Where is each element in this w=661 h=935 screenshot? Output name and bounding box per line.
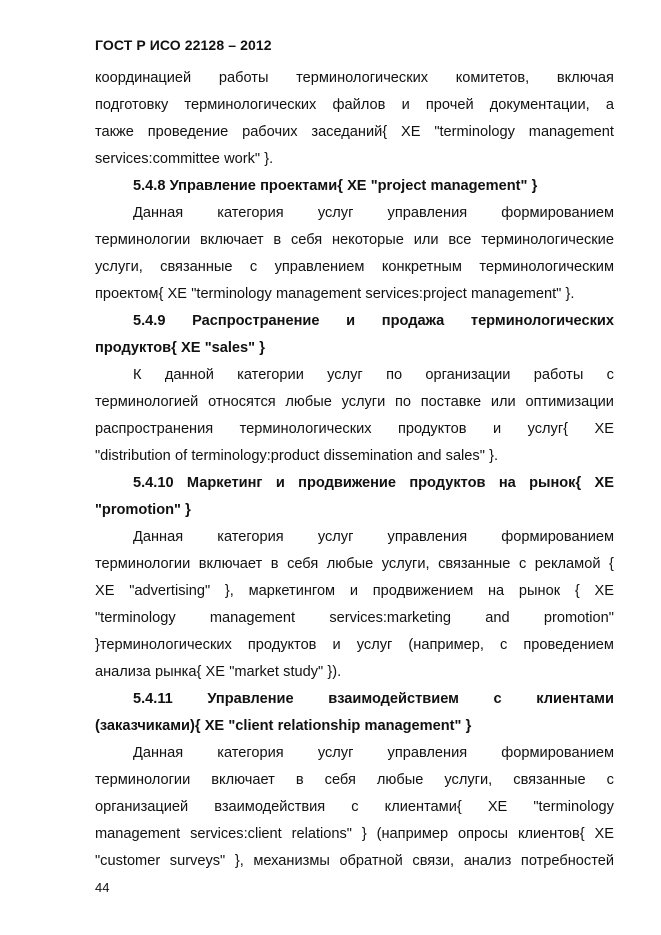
- paragraph-line: проектом{ XE "terminology management services:project management" }.: [95, 286, 575, 302]
- paragraph-line: Данная категория услуг управления формированием: [133, 745, 614, 761]
- section-heading-line: (заказчиками){ XE "client relationship management" }: [95, 718, 472, 734]
- section-heading-line: 5.4.10 Маркетинг и продвижение продуктов на рынок{ XE: [133, 475, 614, 491]
- paragraph-line: терминологией относятся любые услуги по поставке или оптимизации: [95, 394, 614, 410]
- paragraph-line: терминологии включает в себя некоторые или все терминологические: [95, 232, 614, 248]
- paragraph-line: терминологии включает в себя любые услуги, связанные с: [95, 772, 614, 788]
- paragraph-line: "terminology management services:marketing and promotion": [95, 610, 614, 626]
- document-body: [95, 65, 614, 875]
- paragraph-line: management services:client relations" } (например опросы клиентов{ XE: [95, 826, 614, 842]
- paragraph-line: Данная категория услуг управления формированием: [133, 529, 614, 545]
- page-number: 44: [95, 880, 110, 895]
- paragraph-line: также проведение рабочих заседаний{ XE "terminology management: [95, 124, 614, 140]
- section-heading-line: 5.4.11 Управление взаимодействием с клиентами: [133, 691, 614, 707]
- paragraph-line: подготовку терминологических файлов и прочей документации, а: [95, 97, 614, 113]
- section-heading-line: 5.4.8 Управление проектами{ XE "project management" }: [133, 178, 538, 194]
- paragraph-line: анализа рынка{ XE "market study" }).: [95, 664, 342, 680]
- paragraph-line: организацией взаимодействия с клиентами{ XE "terminology: [95, 799, 614, 815]
- paragraph-line: "customer surveys" }, механизмы обратной связи, анализ потребностей: [95, 853, 614, 869]
- paragraph-line: терминологии включает в себя любые услуги, связанные с рекламой {: [95, 556, 614, 572]
- paragraph-line: }терминологических продуктов и услуг (например, с проведением: [95, 637, 614, 653]
- document-header: ГОСТ Р ИСО 22128 – 2012: [95, 37, 272, 53]
- paragraph-line: координацией работы терминологических комитетов, включая: [95, 70, 614, 86]
- section-heading-line: 5.4.9 Распространение и продажа терминологических: [133, 313, 614, 329]
- paragraph-line: services:committee work" }.: [95, 151, 274, 167]
- paragraph-line: "distribution of terminology:product dissemination and sales" }.: [95, 448, 499, 464]
- paragraph-line: Данная категория услуг управления формированием: [133, 205, 614, 221]
- paragraph-line: распространения терминологических продуктов и услуг{ XE: [95, 421, 614, 437]
- paragraph-line: К данной категории услуг по организации работы с: [133, 367, 614, 383]
- paragraph-line: XE "advertising" }, маркетингом и продвижением на рынок { XE: [95, 583, 614, 599]
- section-heading-line: продуктов{ XE "sales" }: [95, 340, 265, 356]
- section-heading-line: "promotion" }: [95, 502, 191, 518]
- paragraph-line: услуги, связанные с управлением конкретным терминологическим: [95, 259, 614, 275]
